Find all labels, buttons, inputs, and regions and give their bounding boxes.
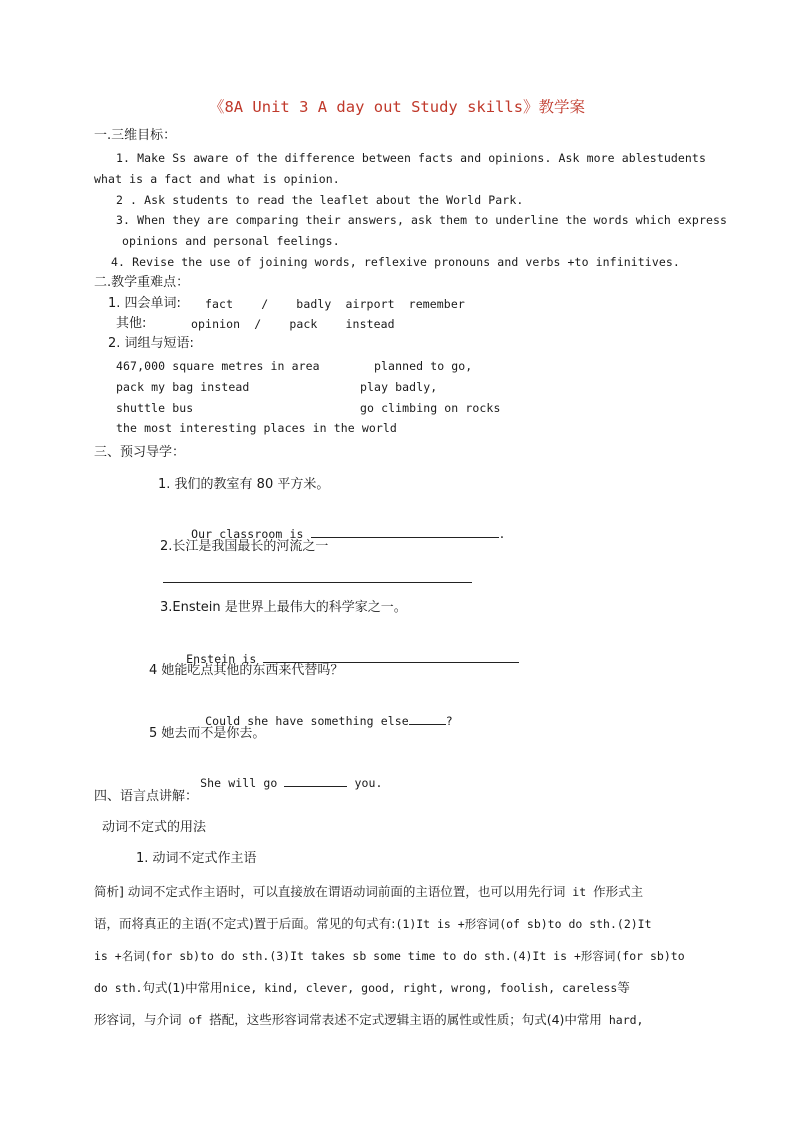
paragraph-line-2	[94, 908, 700, 940]
paragraph-line-3	[94, 940, 700, 972]
point-1-infinitive-as-subject: 1. 动词不定式作主语	[136, 851, 257, 866]
explanation-paragraph	[94, 876, 700, 1036]
phrase-area: 467,000 square metres in area	[116, 359, 320, 373]
line-4-adjectives: nice, kind, clever, good, right, wrong, foolish, careless	[222, 981, 618, 995]
question-1-suffix: .	[498, 527, 506, 541]
four-skill-words: fact / badly airport remember	[205, 297, 465, 311]
section-heading-objectives: 一.三维目标：	[94, 128, 177, 143]
section-heading-preview: 三、预习导学：	[94, 445, 186, 460]
subheading-infinitive-usage: 动词不定式的用法	[102, 820, 207, 835]
question-4-prefix: Could she have something else	[205, 714, 409, 728]
objective-2: 2 . Ask students to read the leaflet about the World Park.	[116, 193, 524, 207]
question-4-chinese: 4 她能吃点其他的东西来代替吗？	[149, 663, 344, 678]
question-3-prefix: Enstein is	[186, 652, 257, 666]
phrase-shuttle-bus: shuttle bus	[116, 401, 194, 415]
objective-1-line-1: 1. Make Ss aware of the difference between facts and opinions. Ask more ablestudents	[116, 151, 706, 165]
line-4-text-a: 句式(1)中常用	[142, 980, 223, 995]
phrases-label: 2. 词组与短语:	[108, 336, 194, 351]
section-heading-key-points: 二.教学重难点：	[94, 275, 190, 290]
line-5-text-a: 形容词，与介词	[94, 1012, 182, 1027]
phrase-go-climbing: go climbing on rocks	[360, 401, 501, 415]
line-5-code: of	[181, 1013, 210, 1027]
answer-blank-4[interactable]	[409, 712, 446, 725]
other-words-label: 其他:	[116, 316, 147, 331]
question-3-chinese: 3.Enstein 是世界上最伟大的科学家之一。	[160, 600, 407, 615]
paragraph-line-5	[94, 1004, 700, 1036]
line-3-code: is +名词(for sb)to do sth.(3)It takes sb some time to do sth.(4)It is +形容词(for sb)to	[94, 949, 685, 963]
line-1-text-b: 作形式主	[593, 884, 644, 899]
line-5-text-b: 搭配，这些形容词常表述不定式逻辑主语的属性或性质；句式(4)中常用	[209, 1012, 602, 1027]
phrase-play-badly: play badly,	[360, 380, 438, 394]
objective-4: 4. Revise the use of joining words, reflexive pronouns and verbs +to infinitives.	[111, 255, 680, 269]
other-words: opinion / pack instead	[191, 317, 395, 331]
objective-1-line-2: what is a fact and what is opinion.	[94, 172, 340, 186]
section-heading-language-points: 四、语言点讲解：	[94, 789, 199, 804]
answer-blank-5[interactable]	[284, 774, 347, 787]
answer-blank-1[interactable]	[311, 525, 499, 538]
phrase-planned: planned to go,	[374, 359, 473, 373]
four-skill-words-label: 1. 四会单词:	[108, 296, 181, 311]
line-2-text-a: 语，而将真正的主语(不定式)置于后面。常见的句式有:	[94, 916, 396, 931]
answer-blank-2[interactable]	[163, 582, 472, 583]
line-4-text-b: 等	[617, 980, 630, 995]
question-5-english	[172, 758, 383, 807]
question-2-chinese: 2.长江是我国最长的河流之一	[160, 539, 329, 554]
line-4-code: do sth.	[94, 981, 143, 995]
line-2-code: (1)It is +形容词(of sb)to do sth.(2)It	[395, 917, 652, 931]
question-5-prefix: She will go	[200, 776, 278, 790]
line-1-text-a: 简析] 动词不定式作主语时，可以直接放在谓语动词前面的主语位置，也可以用先行词	[94, 884, 566, 899]
objective-3-line-1: 3. When they are comparing their answers, ask them to underline the words which express	[116, 213, 728, 227]
phrase-most-interesting: the most interesting places in the world	[116, 421, 397, 435]
paragraph-line-1	[94, 876, 700, 908]
question-5-suffix: you.	[354, 776, 383, 790]
question-4-suffix: ?	[445, 714, 453, 728]
phrase-pack-bag: pack my bag instead	[116, 380, 250, 394]
paragraph-line-4	[94, 972, 700, 1004]
objective-3-line-2: opinions and personal feelings.	[122, 234, 340, 248]
document-title: 《8A Unit 3 A day out Study skills》教学案	[208, 98, 586, 116]
line-1-code: it	[565, 885, 594, 899]
question-5-chinese: 5 她去而不是你去。	[149, 726, 266, 741]
answer-blank-3[interactable]	[263, 650, 519, 663]
question-1-chinese: 1. 我们的教室有 80 平方米。	[158, 477, 330, 492]
line-5-code-2: hard,	[601, 1013, 644, 1027]
question-1-prefix: Our classroom is	[191, 527, 304, 541]
